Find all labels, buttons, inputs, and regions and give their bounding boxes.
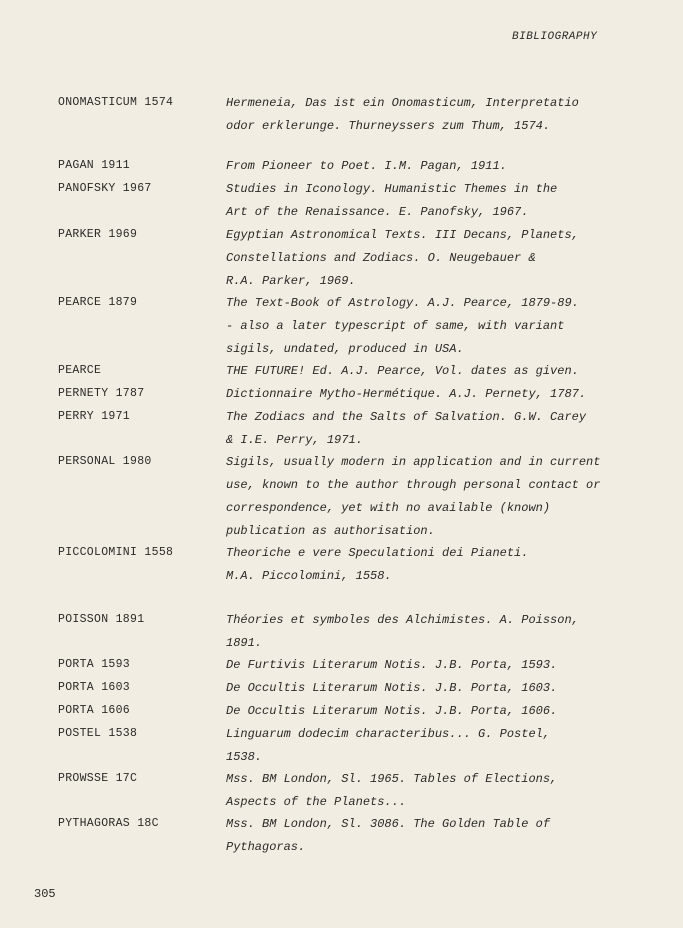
entry-citation	[226, 182, 646, 228]
citation-line: Constellations and Zodiacs. O. Neugebauer &	[226, 251, 536, 265]
citation-line: correspondence, yet with no available (known)	[226, 501, 551, 515]
citation-line: De Furtivis Literarum Notis. J.B. Porta, 1593.	[226, 658, 558, 672]
citation-line: Studies in Iconology. Humanistic Themes in the	[226, 182, 558, 196]
citation-line: Egyptian Astronomical Texts. III Decans, Planets,	[226, 228, 579, 242]
citation-line: Hermeneia, Das ist ein Onomasticum, Interpretatio	[226, 96, 579, 110]
entry-citation	[226, 658, 646, 681]
entry-citation	[226, 387, 646, 410]
entry-key: PAGAN 1911	[58, 159, 131, 172]
entry-citation	[226, 681, 646, 704]
entry-key: PORTA 1606	[58, 704, 131, 717]
citation-line: Linguarum dodecim characteribus... G. Postel,	[226, 727, 551, 741]
entry-citation	[226, 772, 646, 818]
entry-citation	[226, 96, 646, 142]
entry-citation	[226, 364, 646, 387]
entry-key: PERSONAL 1980	[58, 455, 152, 468]
citation-line: 1538.	[226, 750, 263, 764]
citation-line: Mss. BM London, Sl. 1965. Tables of Elections,	[226, 772, 558, 786]
citation-line: THE FUTURE! Ed. A.J. Pearce, Vol. dates as given.	[226, 364, 579, 378]
citation-line: Pythagoras.	[226, 840, 306, 854]
entry-key: ONOMASTICUM 1574	[58, 96, 174, 109]
entry-key: POSTEL 1538	[58, 727, 138, 740]
citation-line: odor erklerunge. Thurneyssers zum Thum, 1574.	[226, 119, 551, 133]
citation-line: - also a later typescript of same, with variant	[226, 319, 565, 333]
entry-citation	[226, 613, 646, 659]
entry-key: PERNETY 1787	[58, 387, 145, 400]
citation-line: The Text-Book of Astrology. A.J. Pearce, 1879-89.	[226, 296, 579, 310]
entry-key: PYTHAGORAS 18C	[58, 817, 159, 830]
citation-line: 1891.	[226, 636, 263, 650]
citation-line: The Zodiacs and the Salts of Salvation. G.W. Carey	[226, 410, 587, 424]
running-head: BIBLIOGRAPHY	[512, 31, 598, 43]
citation-line: De Occultis Literarum Notis. J.B. Porta, 1603.	[226, 681, 558, 695]
entry-key: POISSON 1891	[58, 613, 145, 626]
entry-citation	[226, 159, 646, 182]
entry-key: PEARCE 1879	[58, 296, 138, 309]
entry-key: PERRY 1971	[58, 410, 131, 423]
entry-citation	[226, 817, 646, 863]
citation-line: Sigils, usually modern in application and in current	[226, 455, 601, 469]
entry-key: PANOFSKY 1967	[58, 182, 152, 195]
entry-citation	[226, 410, 646, 456]
citation-line: Dictionnaire Mytho-Hermétique. A.J. Pernety, 1787.	[226, 387, 587, 401]
entry-citation	[226, 727, 646, 773]
citation-line: use, known to the author through personal contact or	[226, 478, 601, 492]
citation-line: publication as authorisation.	[226, 524, 435, 538]
citation-line: Mss. BM London, Sl. 3086. The Golden Table of	[226, 817, 551, 831]
citation-line: Theoriche e vere Speculationi dei Pianeti.	[226, 546, 529, 560]
entry-citation	[226, 296, 646, 365]
entry-key: PORTA 1603	[58, 681, 131, 694]
entry-key: PROWSSE 17C	[58, 772, 138, 785]
entry-key: PEARCE	[58, 364, 102, 377]
citation-line: De Occultis Literarum Notis. J.B. Porta, 1606.	[226, 704, 558, 718]
entry-citation	[226, 546, 646, 592]
citation-line: Art of the Renaissance. E. Panofsky, 1967.	[226, 205, 529, 219]
entry-citation	[226, 228, 646, 297]
citation-line: Aspects of the Planets...	[226, 795, 407, 809]
citation-line: From Pioneer to Poet. I.M. Pagan, 1911.	[226, 159, 507, 173]
citation-line: M.A. Piccolomini, 1558.	[226, 569, 392, 583]
citation-line: & I.E. Perry, 1971.	[226, 433, 363, 447]
entry-key: PARKER 1969	[58, 228, 138, 241]
citation-line: R.A. Parker, 1969.	[226, 274, 356, 288]
citation-line: Théories et symboles des Alchimistes. A. Poisson,	[226, 613, 579, 627]
entry-key: PICCOLOMINI 1558	[58, 546, 174, 559]
entry-citation	[226, 455, 646, 547]
citation-line: sigils, undated, produced in USA.	[226, 342, 464, 356]
entry-key: PORTA 1593	[58, 658, 131, 671]
entry-citation	[226, 704, 646, 727]
page-number: 305	[34, 887, 56, 901]
